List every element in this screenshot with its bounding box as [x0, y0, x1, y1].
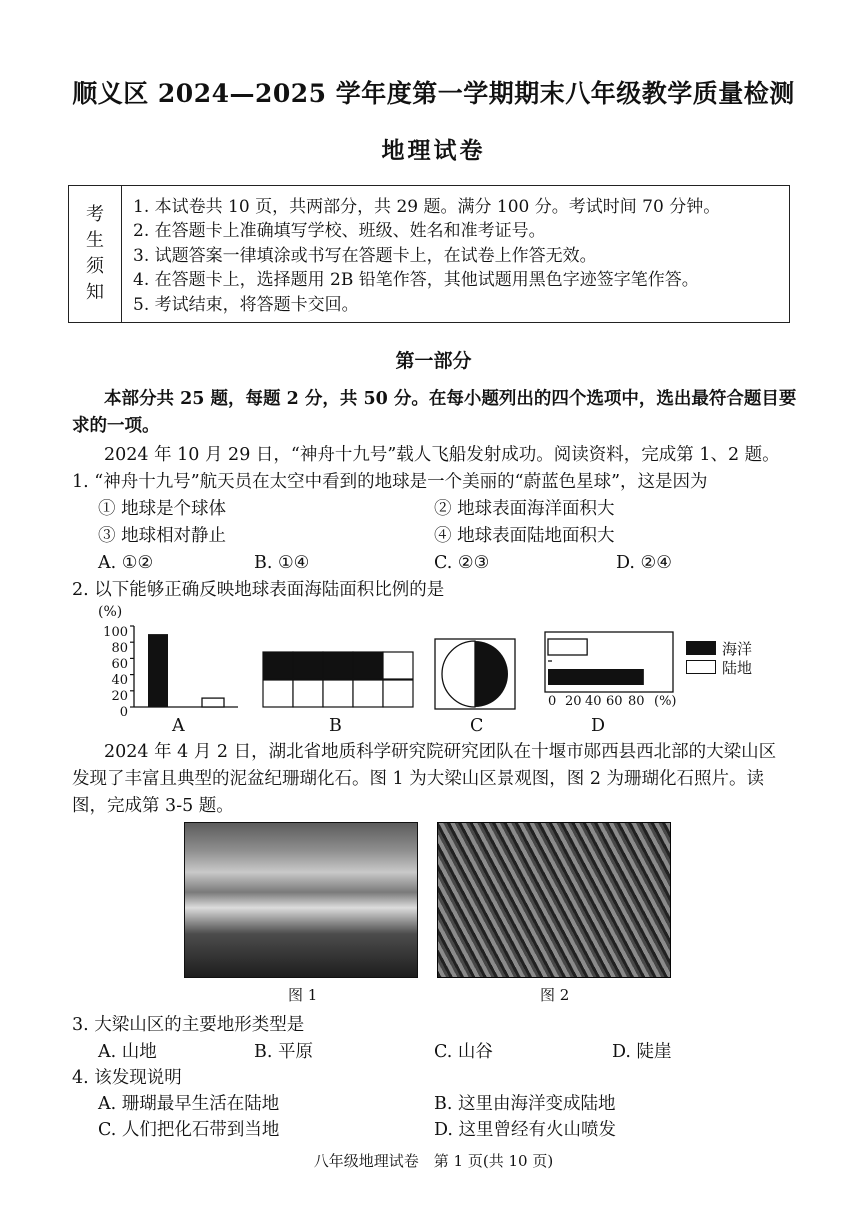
chart-d-xtick: 20	[565, 694, 582, 709]
chart-b-cell-land	[383, 680, 413, 707]
page-footer: 八年级地理试卷 第 1 页(共 10 页)	[313, 1152, 554, 1170]
notice-item: 1. 本试卷共 10 页，共两部分，共 29 题。满分 100 分。考试时间 70 分钟。	[133, 197, 721, 217]
question-stem: 1. “神舟十九号”航天员在太空中看到的地球是一个美丽的“蔚蓝色星球”，这是因为	[72, 472, 708, 492]
chart-d-xtick: 40	[585, 694, 602, 709]
chart-b-cell-land	[383, 652, 413, 679]
notice-label-char: 须	[86, 256, 104, 277]
option-c: C. 山谷	[434, 1042, 493, 1062]
chart-a-bar-ocean	[148, 634, 168, 707]
chart-a-ytick: 60	[111, 657, 128, 672]
legend-swatch-land	[686, 660, 716, 674]
chart-b-cell-land	[353, 680, 383, 707]
chart-b-cell-ocean	[293, 652, 323, 679]
figure1-caption: 图 1	[288, 986, 318, 1004]
legend-land: 陆地	[722, 659, 753, 677]
chart-b-cell-land	[293, 680, 323, 707]
coral-fossil-photo	[437, 822, 671, 978]
material-text: 2024 年 4 月 2 日，湖北省地质科学研究院研究团队在十堰市郧西县西北部的大梁山区	[104, 742, 777, 762]
chart-b-cell-ocean	[323, 652, 353, 679]
material-text: 图，完成第 3-5 题。	[72, 796, 234, 816]
chart-a-label: A	[172, 716, 185, 736]
notice-list	[133, 195, 720, 317]
question-stem: 3. 大梁山区的主要地形类型是	[72, 1015, 305, 1035]
statement: ② 地球表面海洋面积大	[434, 499, 615, 519]
landscape-photo	[184, 822, 418, 978]
chart-a-ytick: 80	[111, 641, 128, 656]
chart-b-cell-ocean	[263, 652, 293, 679]
notice-item: 2. 在答题卡上准确填写学校、班级、姓名和准考证号。	[133, 221, 546, 242]
chart-b-label: B	[329, 716, 342, 736]
option-b: B. 平原	[254, 1042, 313, 1062]
material-text: 发现了丰富且典型的泥盆纪珊瑚化石。图 1 为大梁山区景观图，图 2 为珊瑚化石照片。读	[72, 769, 765, 789]
question-stem: 4. 该发现说明	[72, 1068, 182, 1088]
option-b: B. ①④	[254, 553, 310, 573]
chart-c	[434, 638, 516, 710]
option-b: B. 这里由海洋变成陆地	[434, 1094, 616, 1114]
legend-swatch-ocean	[686, 641, 716, 655]
option-d: D. 这里曾经有火山喷发	[434, 1120, 617, 1140]
statement: ④ 地球表面陆地面积大	[434, 526, 615, 546]
chart-a-ytick: 40	[111, 673, 128, 688]
question-stem: 2. 以下能够正确反映地球表面海陆面积比例的是	[72, 580, 445, 600]
notice-label-char: 考	[86, 204, 104, 225]
option-a: A. ①②	[98, 553, 154, 573]
section-heading: 第一部分	[395, 350, 472, 372]
option-c: C. 人们把化石带到当地	[98, 1120, 280, 1140]
chart-d-xtick: 80	[628, 694, 645, 709]
chart-a-ytick: 0	[119, 705, 128, 720]
chart-c-label: C	[470, 716, 484, 736]
notice-item: 3. 试题答案一律填涂或书写在答题卡上，在试卷上作答无效。	[133, 245, 597, 266]
chart-a-bar-land	[202, 698, 224, 707]
chart-d-bar-ocean	[548, 669, 644, 685]
chart-b	[262, 651, 416, 709]
material-text: 2024 年 10 月 29 日，“神舟十九号”载人飞船发射成功。阅读资料，完成第 1、2 题。	[104, 445, 780, 465]
chart-a-yticks	[96, 625, 128, 721]
option-d: D. 陡崖	[612, 1042, 672, 1062]
notice-label-char: 生	[86, 230, 104, 251]
option-a: A. 珊瑚最早生活在陆地	[98, 1094, 280, 1114]
exam-notice-box	[68, 185, 790, 323]
chart-d-bar-land	[548, 639, 587, 655]
chart-a-ytick: 100	[103, 625, 128, 640]
chart-d-xtick: (%)	[654, 694, 677, 709]
page-title: 顺义区 2024—2025 学年度第一学期期末八年级教学质量检测	[72, 79, 795, 108]
chart-a-unit: (%)	[98, 604, 123, 620]
option-a: A. 山地	[98, 1042, 157, 1062]
notice-label-char: 知	[86, 282, 104, 303]
legend-ocean: 海洋	[722, 640, 753, 658]
chart-b-cell-ocean	[353, 652, 383, 679]
chart-a-ytick: 20	[111, 689, 128, 704]
part-intro: 求的一项。	[72, 416, 160, 436]
part-intro: 本部分共 25 题，每题 2 分，共 50 分。在每小题列出的四个选项中，选出最符合题目要	[104, 389, 797, 409]
page-subtitle: 地理试卷	[381, 137, 486, 164]
chart-b-cell-land	[323, 680, 353, 707]
option-d: D. ②④	[616, 553, 672, 573]
notice-label	[69, 186, 122, 322]
figure2-caption: 图 2	[540, 986, 570, 1004]
notice-item: 4. 在答题卡上，选择题用 2B 铅笔作答，其他试题用黑色字迹签字笔作答。	[133, 270, 699, 291]
statement: ① 地球是个球体	[98, 499, 227, 519]
notice-item: 5. 考试结束，将答题卡交回。	[133, 294, 359, 315]
statement: ③ 地球相对静止	[98, 526, 227, 546]
chart-d-label: D	[591, 716, 606, 736]
chart-d-xtick: 0	[548, 694, 557, 709]
chart-d	[544, 631, 674, 693]
chart-b-cell-land	[263, 680, 293, 707]
chart-d-xtick: 60	[606, 694, 623, 709]
option-c: C. ②③	[434, 553, 490, 573]
